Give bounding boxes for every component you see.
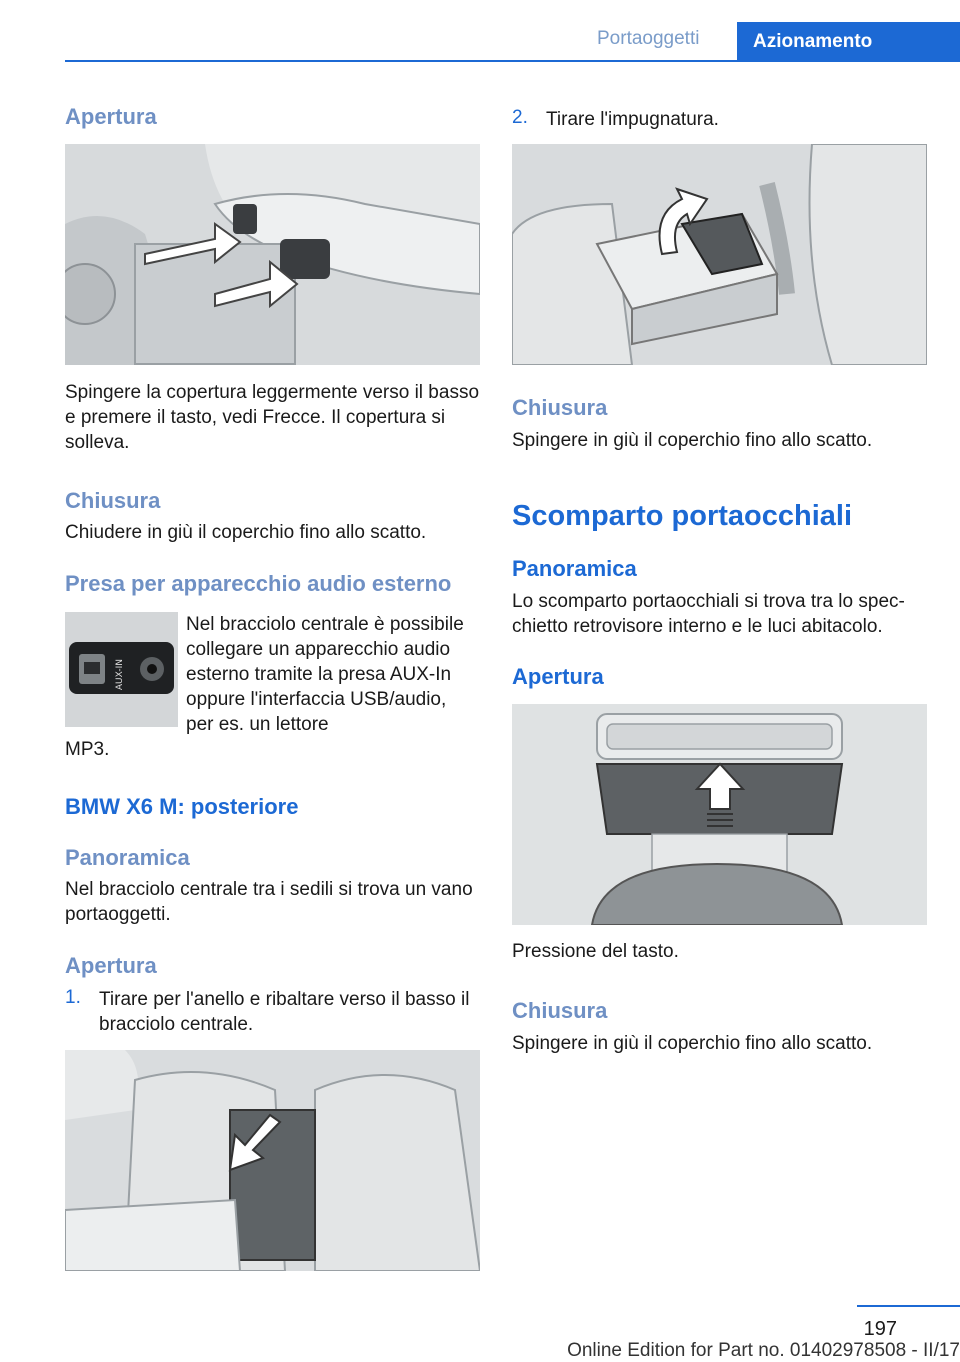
illustration-armrest-cover	[65, 144, 480, 365]
paragraph-chiusura: Chiudere in giù il coperchio fino allo scatto.	[65, 522, 427, 543]
paragraph-chiusura-right-2: Spingere in giù il coperchio fino allo scatto.	[512, 1033, 873, 1054]
footer-edition: Online Edition for Part no. 01402978508 - II/17	[567, 1340, 960, 1361]
heading-panoramica: Panoramica	[65, 845, 190, 870]
paragraph-panoramica-right: Lo scomparto portaocchiali si trova tra lo specchietto retrovisore interno e le luci abitacolo.	[512, 591, 905, 637]
paragraph-chiusura-right: Spingere in giù il coperchio fino allo scatto.	[512, 430, 873, 451]
paragraph-apertura: Spingere la copertura leggermente verso il basso e premere il tasto, vedi Frecce. Il copertura si solleva.	[65, 382, 480, 453]
step-2-number: 2.	[512, 107, 528, 128]
step-2-text: Tirare l'impugnatura.	[546, 109, 719, 130]
footer-rule	[857, 1305, 960, 1307]
header-section-title: Portaoggetti	[597, 28, 700, 49]
illustration-armrest-handle	[512, 144, 927, 365]
heading-apertura-2: Apertura	[65, 953, 157, 978]
illustration-aux-usb-port	[65, 612, 178, 727]
header-chapter-tab: Azionamento	[737, 22, 960, 62]
paragraph-pressione: Pressione del tasto.	[512, 941, 679, 962]
step-1-text: Tirare per l'anello e ribaltare verso il basso il bracciolo centrale.	[99, 989, 470, 1035]
heading-apertura-right: Apertura	[512, 664, 604, 689]
paragraph-presa-audio: Nel bracciolo centrale è possibile collegare un apparecchio audio esterno tramite la presa AUX-In oppure l'interfaccia USB/audio, per es. un lettore	[186, 614, 464, 735]
heading-chiusura-right: Chiusura	[512, 395, 608, 420]
header-rule	[65, 60, 960, 62]
paragraph-presa-audio-end: MP3.	[65, 739, 110, 760]
heading-chiusura-right-2: Chiusura	[512, 998, 608, 1023]
step-1-number: 1.	[65, 987, 81, 1008]
heading-presa-audio: Presa per apparecchio audio esterno	[65, 571, 452, 596]
heading-chiusura: Chiusura	[65, 488, 161, 513]
aux-in-label: AUX-IN	[115, 659, 125, 691]
heading-panoramica-right: Panoramica	[512, 556, 637, 581]
illustration-rear-seat-armrest	[65, 1050, 480, 1271]
heading-bmw-x6m: BMW X6 M: posteriore	[65, 794, 299, 819]
page-number: 197	[863, 1318, 897, 1340]
heading-scomparto-portaocchiali: Scomparto portaocchiali	[512, 500, 853, 532]
paragraph-panoramica: Nel bracciolo centrale tra i sedili si trova un vano portaoggetti.	[65, 879, 473, 925]
illustration-glasses-compartment	[512, 704, 927, 925]
heading-apertura: Apertura	[65, 104, 157, 129]
